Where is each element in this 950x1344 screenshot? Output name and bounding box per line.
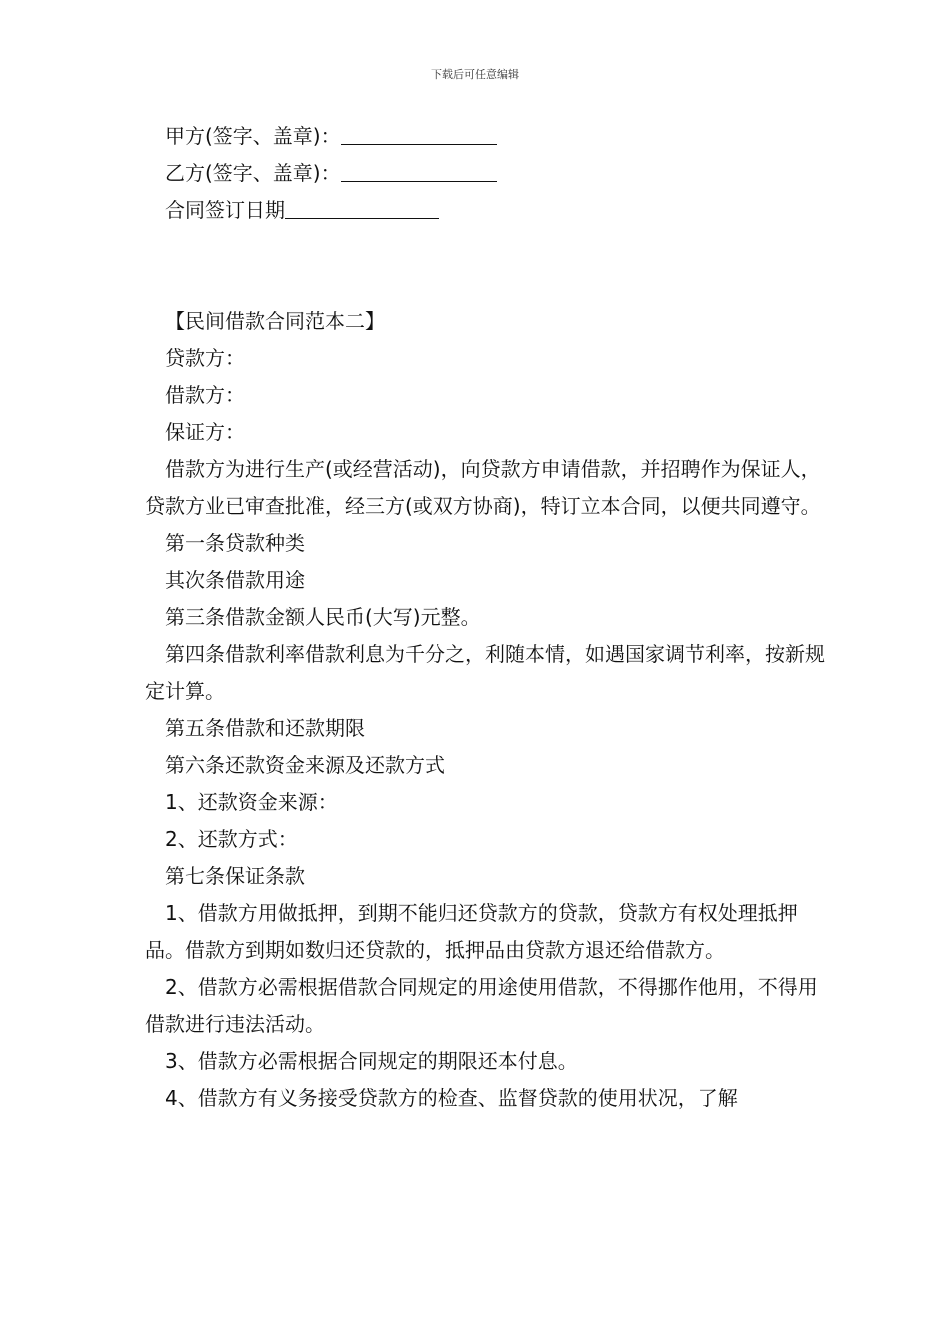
section-title: 【民间借款合同范本二】: [165, 309, 385, 333]
lender-line: 贷款方：: [165, 346, 245, 370]
contract-date-blank: [285, 192, 439, 219]
contract-date-line: [145, 192, 825, 229]
contract-date-label: 合同签订日期: [165, 198, 285, 222]
article-4: 第四条借款利率借款利息为千分之，利随本情，如遇国家调节利率，按新规定计算。: [145, 642, 825, 703]
intro-paragraph: 借款方为进行生产(或经营活动)，向贷款方申请借款，并招聘作为保证人，贷款方业已审查批准，经三方(或双方协商)，特订立本合同，以便共同遵守。: [145, 457, 821, 518]
article-1: 第一条贷款种类: [165, 531, 305, 555]
article-7-item-3: 3、借款方必需根据合同规定的期限还本付息。: [165, 1049, 578, 1073]
article-7-item-4: 4、借款方有义务接受贷款方的检查、监督贷款的使用状况，了解: [165, 1086, 738, 1110]
article-7-item-2: 2、借款方必需根据借款合同规定的用途使用借款，不得挪作他用，不得用借款进行违法活动。: [145, 975, 818, 1036]
spacer: [145, 229, 825, 303]
article-7: 第七条保证条款: [165, 864, 305, 888]
party-b-signature-line: [145, 155, 825, 192]
borrower-line: 借款方：: [165, 383, 245, 407]
party-b-label: 乙方(签字、盖章)：: [165, 161, 341, 185]
article-6: 第六条还款资金来源及还款方式: [165, 753, 445, 777]
article-6-item-2: 2、还款方式：: [165, 827, 298, 851]
article-2: 其次条借款用途: [165, 568, 305, 592]
article-7-item-1: 1、借款方用做抵押，到期不能归还贷款方的贷款，贷款方有权处理抵押品。借款方到期如数归还贷款的，抵押品由贷款方退还给借款方。: [145, 901, 798, 962]
article-5: 第五条借款和还款期限: [165, 716, 365, 740]
party-a-signature-line: [145, 118, 825, 155]
page-header: 下载后可任意编辑: [431, 68, 519, 81]
article-6-item-1: 1、还款资金来源：: [165, 790, 338, 814]
article-3: 第三条借款金额人民币(大写)元整。: [165, 605, 481, 629]
party-a-label: 甲方(签字、盖章)：: [165, 124, 341, 148]
party-a-blank: [341, 118, 497, 145]
document-body: [145, 118, 825, 1117]
guarantor-line: 保证方：: [165, 420, 245, 444]
party-b-blank: [341, 155, 497, 182]
